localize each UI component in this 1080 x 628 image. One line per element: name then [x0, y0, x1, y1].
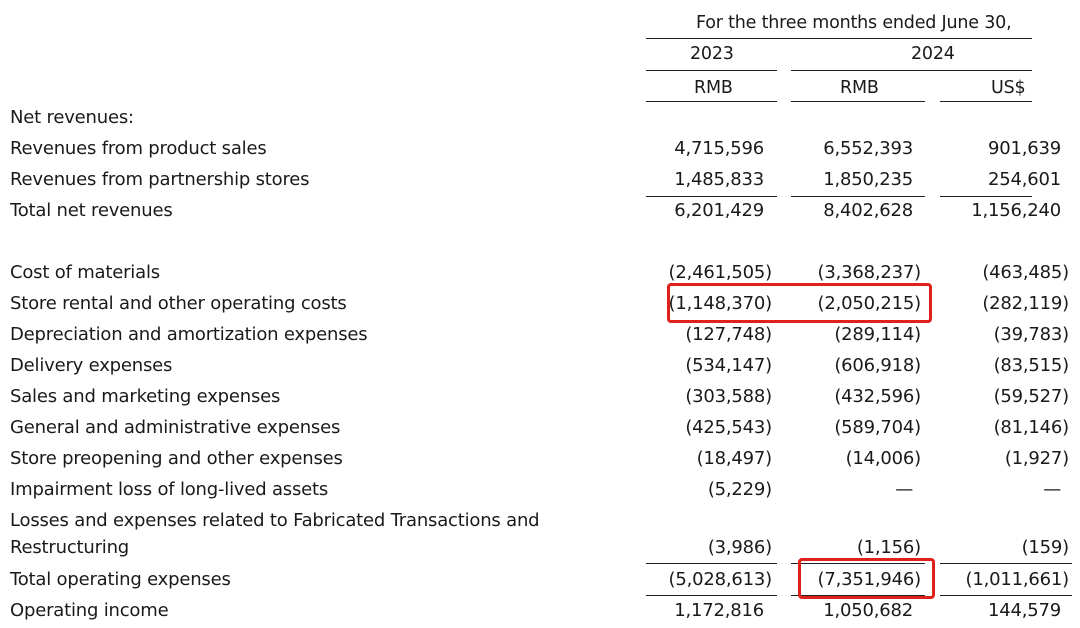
cell-rmb-2023: (127,748) — [685, 324, 772, 345]
cell-rmb-2024: (589,704) — [834, 417, 921, 438]
currency-rmb-2024: RMB — [840, 78, 879, 98]
year-2024-rule — [791, 70, 1032, 71]
cell-rmb-2024: (289,114) — [834, 324, 921, 345]
subtotal-rule-3 — [940, 563, 1072, 564]
cell-rmb-2023: (425,543) — [685, 417, 772, 438]
row-label: Delivery expenses — [10, 355, 173, 376]
highlight-box-total-opex — [798, 558, 935, 599]
cell-usd-2024: (1,927) — [1004, 448, 1069, 469]
cell-usd-2024: (463,485) — [982, 262, 1069, 283]
cell-rmb-2023: (5,229) — [707, 479, 772, 500]
cell-usd-2024: (1,011,661) — [965, 569, 1069, 590]
year-2024-header: 2024 — [911, 44, 955, 64]
row-label: Revenues from product sales — [10, 138, 267, 159]
cell-rmb-2024: 8,402,628 — [823, 200, 913, 221]
year-2023-header: 2023 — [690, 44, 734, 64]
cell-usd-2024: (39,783) — [993, 324, 1069, 345]
currency-usd-2024: US$ — [991, 78, 1026, 98]
cell-rmb-2023: (5,028,613) — [668, 569, 772, 590]
cell-usd-2024: 901,639 — [987, 138, 1061, 159]
cell-rmb-2023: 1,172,816 — [674, 600, 764, 621]
row-label-line1: Losses and expenses related to Fabricated Transactions and — [10, 510, 540, 531]
cell-rmb-2024: 1,050,682 — [823, 600, 913, 621]
total-rule-3 — [940, 595, 1072, 596]
subtotal-rule-1 — [646, 563, 777, 564]
cell-rmb-2024: — — [895, 479, 913, 500]
cell-usd-2024: (81,146) — [993, 417, 1069, 438]
section-net-revenues: Net revenues: — [10, 107, 134, 128]
year-2023-rule — [646, 70, 777, 71]
row-label: Revenues from partnership stores — [10, 169, 310, 190]
row-label: Impairment loss of long-lived assets — [10, 479, 329, 500]
currency-rmb-2023: RMB — [694, 78, 733, 98]
cell-rmb-2023: 6,201,429 — [674, 200, 764, 221]
subtotal-rule-2 — [791, 196, 925, 197]
cell-rmb-2024: (1,156) — [856, 537, 921, 558]
subtotal-rule-1 — [646, 196, 777, 197]
cell-usd-2024: (282,119) — [982, 293, 1069, 314]
row-label: Store rental and other operating costs — [10, 293, 347, 314]
currency-rule-2 — [791, 101, 925, 102]
row-label: Operating income — [10, 600, 169, 621]
cell-usd-2024: 1,156,240 — [971, 200, 1061, 221]
cell-rmb-2024: (432,596) — [834, 386, 921, 407]
header-rule — [646, 38, 1032, 39]
cell-rmb-2023: (303,588) — [685, 386, 772, 407]
cell-rmb-2024: (7,351,946) — [817, 569, 921, 590]
row-label-line2: Restructuring — [10, 537, 130, 558]
period-header: For the three months ended June 30, — [696, 13, 1012, 33]
row-label: Total net revenues — [10, 200, 173, 221]
currency-rule-3 — [940, 101, 1032, 102]
cell-rmb-2023: 1,485,833 — [674, 169, 764, 190]
cell-rmb-2024: (606,918) — [834, 355, 921, 376]
cell-usd-2024: (159) — [1021, 537, 1069, 558]
cell-rmb-2024: (14,006) — [845, 448, 921, 469]
cell-rmb-2023: (18,497) — [696, 448, 772, 469]
cell-rmb-2024: 1,850,235 — [823, 169, 913, 190]
cell-usd-2024: 144,579 — [987, 600, 1061, 621]
total-rule-1 — [646, 595, 777, 596]
highlight-box-store-rental — [667, 283, 932, 323]
row-label: Sales and marketing expenses — [10, 386, 281, 407]
row-label: Store preopening and other expenses — [10, 448, 343, 469]
row-label: Cost of materials — [10, 262, 160, 283]
currency-rule-1 — [646, 101, 777, 102]
cell-rmb-2023: (2,461,505) — [668, 262, 772, 283]
row-label: General and administrative expenses — [10, 417, 341, 438]
cell-usd-2024: (83,515) — [993, 355, 1069, 376]
cell-rmb-2023: (534,147) — [685, 355, 772, 376]
cell-rmb-2023: 4,715,596 — [674, 138, 764, 159]
cell-rmb-2024: (3,368,237) — [817, 262, 921, 283]
row-label: Depreciation and amortization expenses — [10, 324, 368, 345]
cell-rmb-2023: (3,986) — [707, 537, 772, 558]
cell-rmb-2024: 6,552,393 — [823, 138, 913, 159]
cell-usd-2024: 254,601 — [987, 169, 1061, 190]
cell-usd-2024: — — [1043, 479, 1061, 500]
cell-rmb-2024: (2,050,215) — [817, 293, 921, 314]
cell-rmb-2023: (1,148,370) — [668, 293, 772, 314]
row-label: Total operating expenses — [10, 569, 231, 590]
cell-usd-2024: (59,527) — [993, 386, 1069, 407]
subtotal-rule-3 — [940, 196, 1032, 197]
